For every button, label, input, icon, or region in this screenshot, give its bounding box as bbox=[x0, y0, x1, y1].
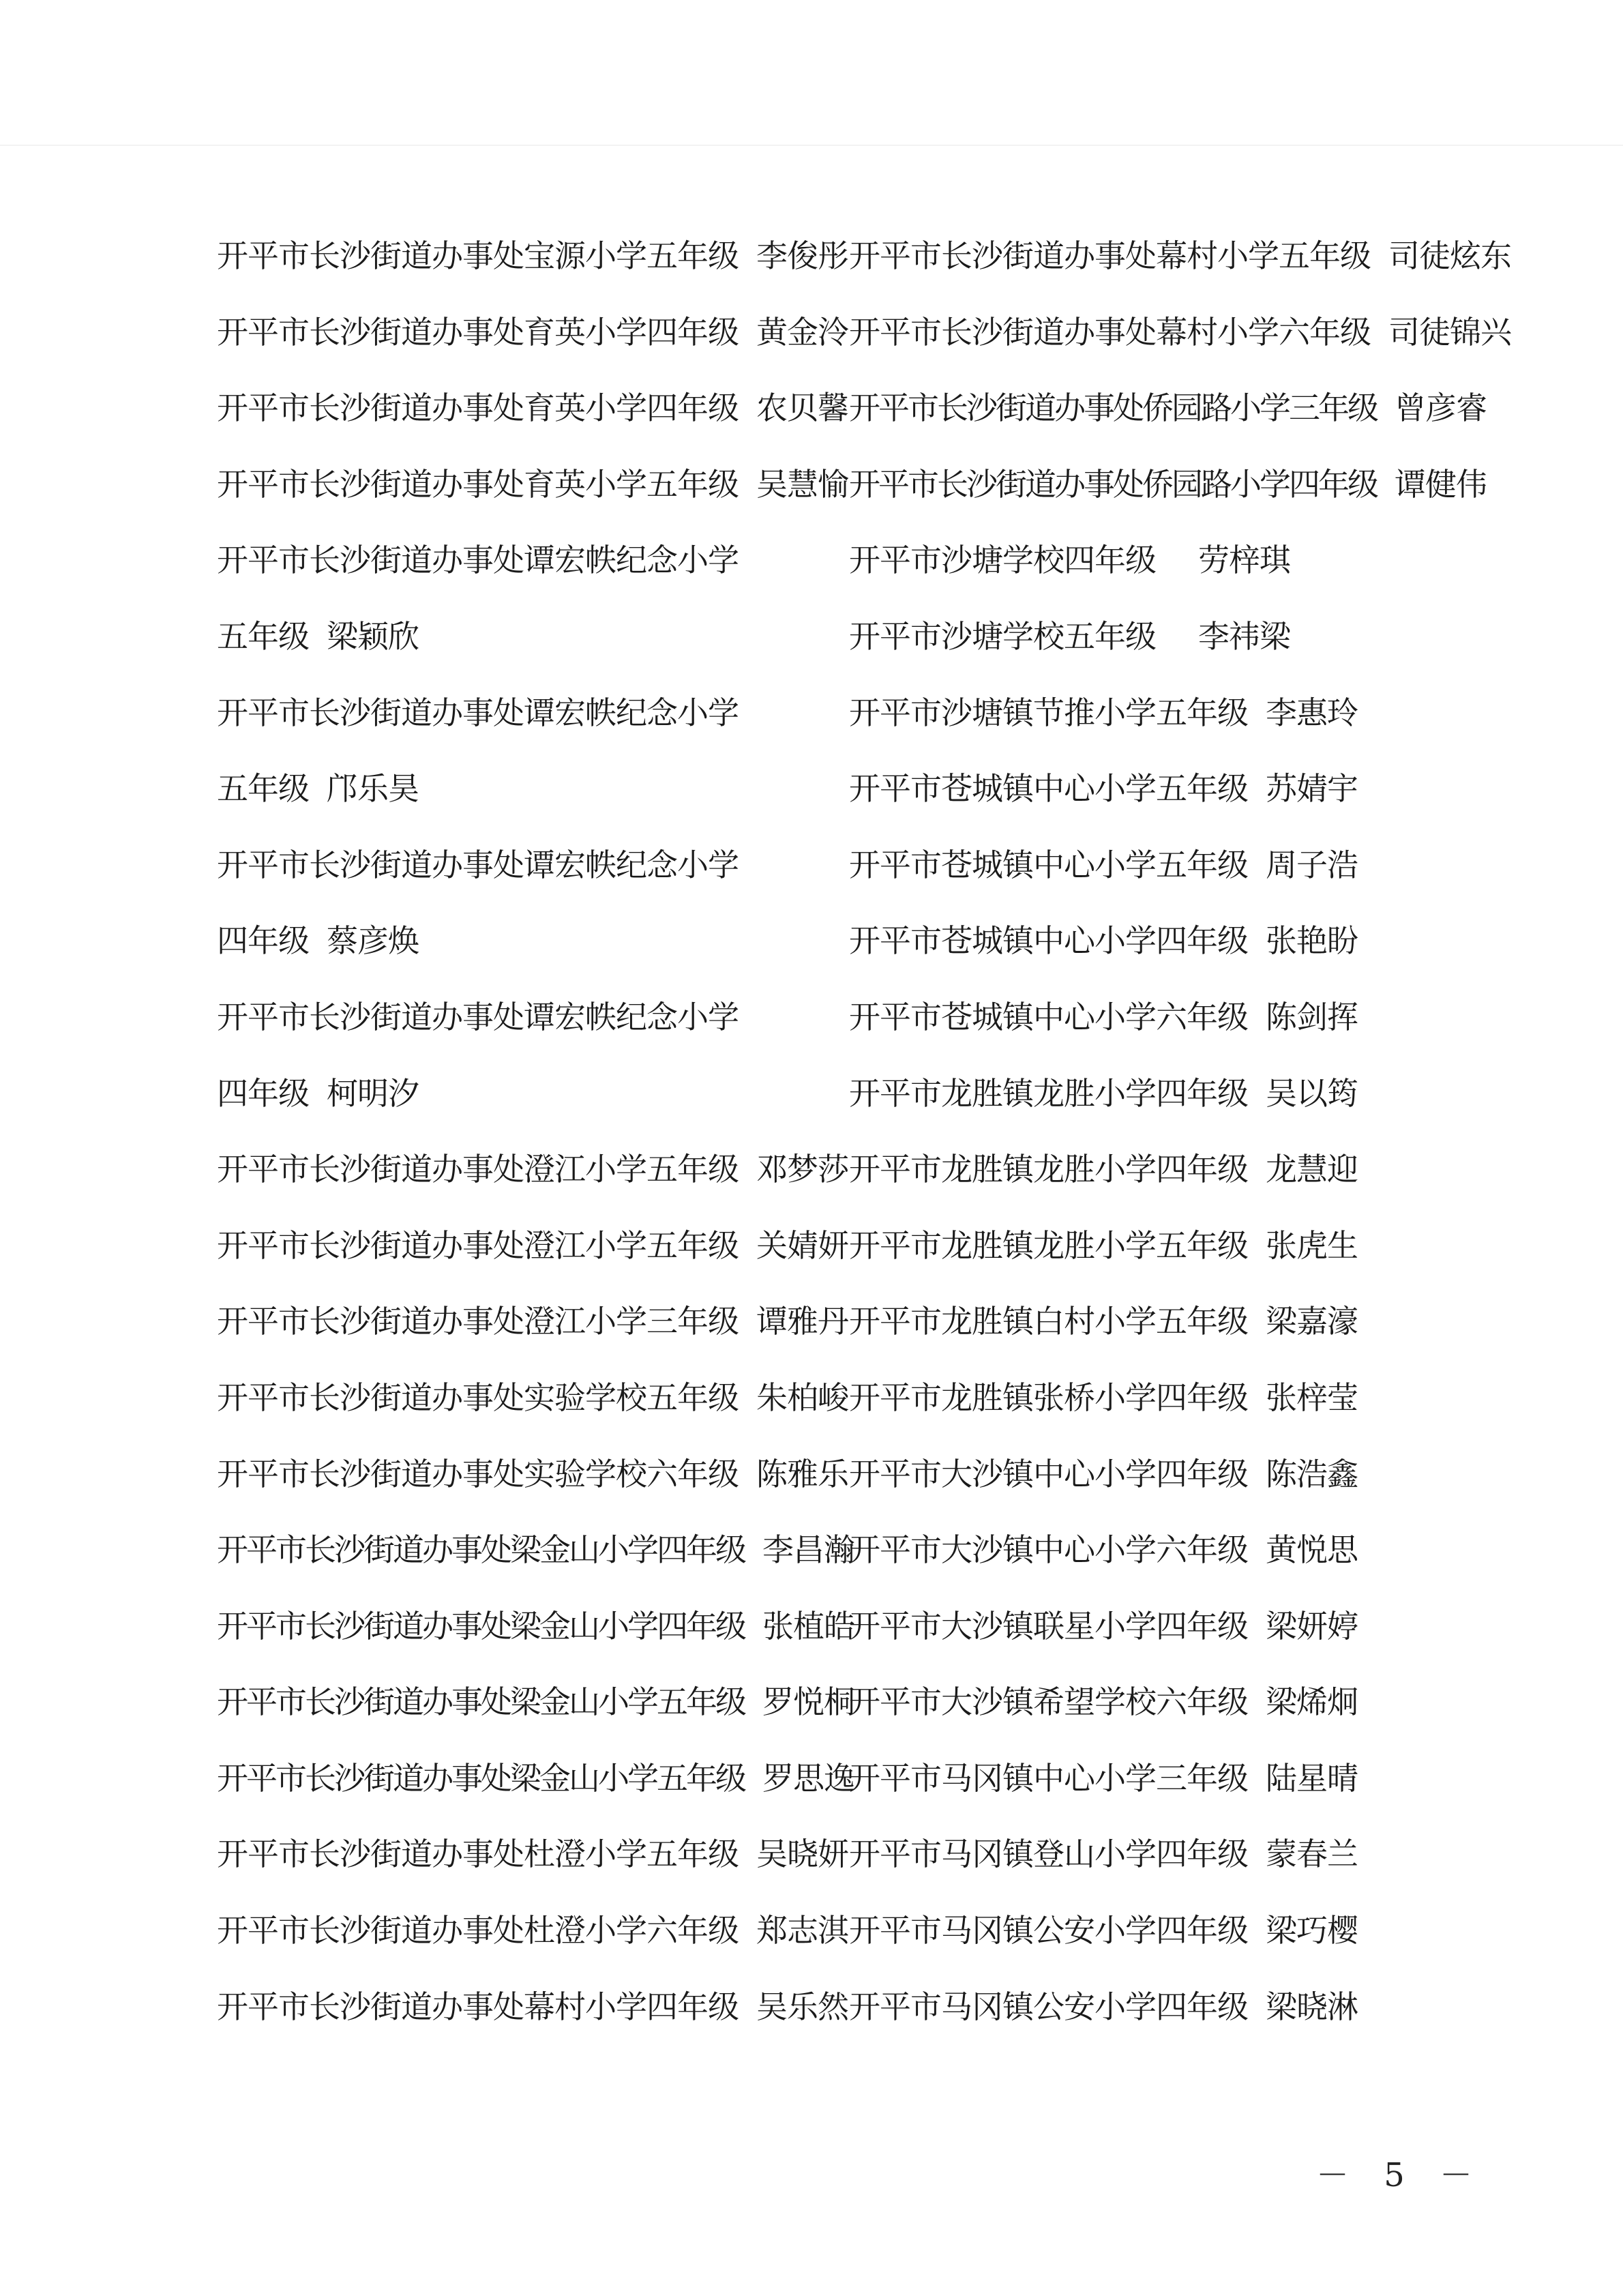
school-grade: 开平市苍城镇中心小学五年级 bbox=[849, 846, 1248, 883]
student-name: 谭健伟 bbox=[1395, 465, 1487, 503]
student-name: 农贝馨 bbox=[756, 389, 848, 427]
list-item bbox=[217, 1678, 854, 1754]
list-item bbox=[217, 1526, 854, 1602]
student-name: 邝乐昊 bbox=[327, 770, 419, 808]
school-grade: 开平市苍城镇中心小学四年级 bbox=[849, 922, 1248, 960]
school-grade: 开平市长沙街道办事处侨园路小学四年级 bbox=[849, 465, 1377, 503]
scan-edge-line bbox=[0, 145, 1623, 146]
student-name: 陆星晴 bbox=[1266, 1759, 1358, 1797]
student-name: 李祎梁 bbox=[1198, 617, 1290, 655]
school-grade: 开平市苍城镇中心小学五年级 bbox=[849, 770, 1248, 808]
list-item bbox=[217, 232, 848, 308]
school-grade: 开平市龙胜镇龙胜小学四年级 bbox=[849, 1074, 1248, 1112]
student-name: 罗思逸 bbox=[762, 1759, 854, 1797]
student-name: 关婧妍 bbox=[756, 1226, 848, 1264]
student-name: 罗悦桐 bbox=[762, 1683, 854, 1721]
school-grade: 开平市马冈镇公安小学四年级 bbox=[849, 1988, 1248, 2025]
school-grade: 开平市长沙街道办事处梁金山小学四年级 bbox=[217, 1531, 745, 1569]
student-name: 郑志淇 bbox=[756, 1912, 848, 1949]
school-grade: 开平市马冈镇公安小学四年级 bbox=[849, 1912, 1248, 1949]
student-name: 柯明汐 bbox=[327, 1074, 419, 1112]
student-name: 张虎生 bbox=[1266, 1226, 1358, 1264]
list-item bbox=[217, 308, 848, 385]
student-name: 吴以筠 bbox=[1266, 1074, 1358, 1112]
school-grade: 开平市龙胜镇龙胜小学五年级 bbox=[849, 1226, 1248, 1264]
page-number: － 5 － bbox=[1316, 2156, 1485, 2194]
awardee-list-right-column bbox=[849, 232, 1511, 2059]
school-grade: 开平市长沙街道办事处谭宏帙纪念小学 bbox=[217, 846, 739, 883]
student-name: 梁颖欣 bbox=[327, 617, 419, 655]
student-name: 梁巧樱 bbox=[1266, 1912, 1358, 1949]
school-grade: 开平市马冈镇登山小学四年级 bbox=[849, 1836, 1248, 1873]
school-grade: 开平市龙胜镇白村小学五年级 bbox=[849, 1303, 1248, 1340]
school-grade: 开平市长沙街道办事处谭宏帙纪念小学 bbox=[217, 998, 739, 1035]
student-name: 蔡彦焕 bbox=[327, 922, 419, 960]
student-name: 朱柏峻 bbox=[756, 1379, 848, 1416]
student-name: 曾彦睿 bbox=[1395, 389, 1487, 427]
list-item bbox=[849, 1222, 1463, 1298]
student-name: 黄悦思 bbox=[1266, 1531, 1358, 1569]
list-item bbox=[849, 1602, 1463, 1679]
school-grade: 开平市龙胜镇龙胜小学四年级 bbox=[849, 1151, 1248, 1188]
list-item bbox=[217, 1145, 848, 1222]
list-item bbox=[217, 1297, 848, 1374]
list-item bbox=[217, 460, 848, 537]
school-grade: 开平市马冈镇中心小学三年级 bbox=[849, 1759, 1248, 1797]
school-grade: 开平市沙塘镇节推小学五年级 bbox=[849, 694, 1248, 731]
student-name: 吴乐然 bbox=[756, 1988, 848, 2025]
list-item bbox=[849, 1754, 1463, 1831]
school-grade: 开平市大沙镇联星小学四年级 bbox=[849, 1607, 1248, 1645]
school-grade: 四年级 bbox=[217, 922, 309, 960]
list-item bbox=[217, 1907, 848, 1983]
student-name: 张艳盼 bbox=[1266, 922, 1358, 960]
list-item bbox=[217, 917, 831, 993]
list-item bbox=[217, 613, 831, 689]
list-item bbox=[849, 1070, 1463, 1146]
student-name: 吴晓妍 bbox=[756, 1836, 848, 1873]
school-grade: 开平市长沙街道办事处澄江小学三年级 bbox=[217, 1303, 739, 1340]
list-item bbox=[217, 689, 831, 765]
student-name: 劳梓琪 bbox=[1198, 542, 1290, 579]
list-item bbox=[849, 1297, 1463, 1374]
student-name: 司徒锦兴 bbox=[1388, 313, 1511, 351]
school-grade: 开平市长沙街道办事处梁金山小学四年级 bbox=[217, 1607, 745, 1645]
student-name: 陈浩鑫 bbox=[1266, 1455, 1358, 1492]
awardee-list-left-column bbox=[217, 232, 854, 2059]
student-name: 李俊彤 bbox=[756, 237, 848, 274]
school-grade: 开平市长沙街道办事处侨园路小学三年级 bbox=[849, 389, 1377, 427]
student-name: 蒙春兰 bbox=[1266, 1836, 1358, 1873]
student-name: 黄金泠 bbox=[756, 313, 848, 351]
list-item bbox=[217, 1374, 848, 1450]
school-grade: 五年级 bbox=[217, 617, 309, 655]
list-item bbox=[849, 536, 1463, 613]
school-grade: 开平市长沙街道办事处梁金山小学五年级 bbox=[217, 1759, 745, 1797]
school-grade: 开平市长沙街道办事处杜澄小学五年级 bbox=[217, 1836, 739, 1873]
school-grade: 开平市长沙街道办事处梁金山小学五年级 bbox=[217, 1683, 745, 1721]
school-grade: 开平市龙胜镇张桥小学四年级 bbox=[849, 1379, 1248, 1416]
list-item bbox=[849, 765, 1463, 841]
student-name: 周子浩 bbox=[1266, 846, 1358, 883]
list-item bbox=[849, 232, 1511, 308]
list-item bbox=[849, 384, 1487, 460]
list-item bbox=[217, 1070, 831, 1146]
school-grade: 开平市沙塘学校五年级 bbox=[849, 617, 1156, 655]
student-name: 苏婧宇 bbox=[1266, 770, 1358, 808]
list-item bbox=[217, 1222, 848, 1298]
list-item bbox=[849, 1145, 1463, 1222]
student-name: 梁妍婷 bbox=[1266, 1607, 1358, 1645]
school-grade: 开平市长沙街道办事处实验学校六年级 bbox=[217, 1455, 739, 1492]
student-name: 梁烯炯 bbox=[1266, 1683, 1358, 1721]
school-grade: 开平市长沙街道办事处澄江小学五年级 bbox=[217, 1226, 739, 1264]
student-name: 梁嘉濠 bbox=[1266, 1303, 1358, 1340]
list-item bbox=[849, 993, 1463, 1070]
school-grade: 开平市长沙街道办事处谭宏帙纪念小学 bbox=[217, 694, 739, 731]
school-grade: 开平市苍城镇中心小学六年级 bbox=[849, 998, 1248, 1035]
list-item bbox=[217, 1983, 848, 2059]
student-name: 谭雅丹 bbox=[756, 1303, 848, 1340]
school-grade: 开平市长沙街道办事处杜澄小学六年级 bbox=[217, 1912, 739, 1949]
school-grade: 四年级 bbox=[217, 1074, 309, 1112]
school-grade: 开平市长沙街道办事处育英小学四年级 bbox=[217, 389, 739, 427]
list-item bbox=[217, 536, 831, 613]
list-item bbox=[849, 460, 1487, 537]
school-grade: 开平市长沙街道办事处谭宏帙纪念小学 bbox=[217, 542, 739, 579]
school-grade: 开平市大沙镇中心小学四年级 bbox=[849, 1455, 1248, 1492]
list-item bbox=[217, 1754, 854, 1831]
school-grade: 开平市沙塘学校四年级 bbox=[849, 542, 1156, 579]
student-name: 陈雅乐 bbox=[756, 1455, 848, 1492]
list-item bbox=[217, 384, 848, 460]
student-name: 张梓莹 bbox=[1266, 1379, 1358, 1416]
school-grade: 开平市大沙镇希望学校六年级 bbox=[849, 1683, 1248, 1721]
student-name: 陈剑挥 bbox=[1266, 998, 1358, 1035]
list-item bbox=[849, 917, 1463, 993]
school-grade: 开平市长沙街道办事处澄江小学五年级 bbox=[217, 1151, 739, 1188]
student-name: 李惠玲 bbox=[1266, 694, 1358, 731]
list-item bbox=[849, 689, 1463, 765]
school-grade: 开平市长沙街道办事处幕村小学四年级 bbox=[217, 1988, 739, 2025]
list-item bbox=[849, 1678, 1463, 1754]
student-name: 司徒炫东 bbox=[1388, 237, 1511, 274]
list-item bbox=[849, 1374, 1463, 1450]
list-item bbox=[217, 993, 831, 1070]
list-item bbox=[217, 1830, 848, 1907]
list-item bbox=[849, 1983, 1463, 2059]
list-item bbox=[217, 841, 831, 917]
school-grade: 开平市长沙街道办事处幕村小学五年级 bbox=[849, 237, 1371, 274]
school-grade: 开平市长沙街道办事处育英小学五年级 bbox=[217, 465, 739, 503]
list-item bbox=[849, 1907, 1463, 1983]
school-grade: 开平市长沙街道办事处实验学校五年级 bbox=[217, 1379, 739, 1416]
student-name: 吴慧愉 bbox=[756, 465, 848, 503]
list-item bbox=[849, 1830, 1463, 1907]
list-item bbox=[849, 1526, 1463, 1602]
list-item bbox=[849, 613, 1463, 689]
list-item bbox=[217, 1450, 848, 1527]
school-grade: 开平市长沙街道办事处宝源小学五年级 bbox=[217, 237, 739, 274]
student-name: 龙慧迎 bbox=[1266, 1151, 1358, 1188]
student-name: 李昌瀚 bbox=[762, 1531, 854, 1569]
student-name: 梁晓淋 bbox=[1266, 1988, 1358, 2025]
student-name: 邓梦莎 bbox=[756, 1151, 848, 1188]
school-grade: 开平市大沙镇中心小学六年级 bbox=[849, 1531, 1248, 1569]
school-grade: 开平市长沙街道办事处育英小学四年级 bbox=[217, 313, 739, 351]
school-grade: 开平市长沙街道办事处幕村小学六年级 bbox=[849, 313, 1371, 351]
list-item bbox=[849, 841, 1463, 917]
list-item bbox=[217, 765, 831, 841]
list-item bbox=[217, 1602, 854, 1679]
list-item bbox=[849, 308, 1511, 385]
school-grade: 五年级 bbox=[217, 770, 309, 808]
student-name: 张植皓 bbox=[762, 1607, 854, 1645]
list-item bbox=[849, 1450, 1463, 1527]
